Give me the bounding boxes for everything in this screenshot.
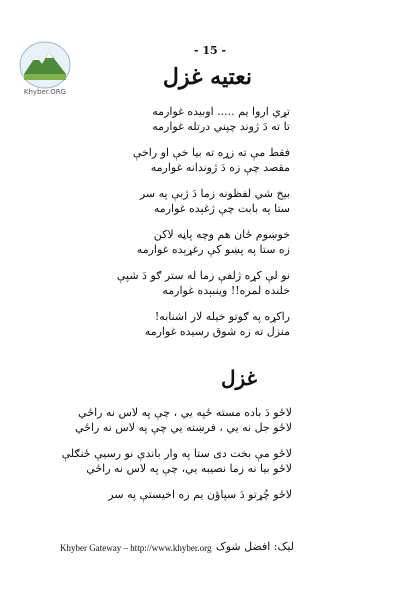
stanza	[32, 405, 292, 435]
verse-line: فقط مې ته زړه ته بيا خې او راخې	[132, 146, 290, 159]
verse-line: لاځو دَ باده مسته ځپه يي ، چې په لاس نه راځي	[78, 406, 292, 419]
verse-line: مقصد چې زه دَ ژوندانه غوارمه	[150, 161, 290, 174]
stanza	[30, 227, 290, 257]
stanza	[32, 487, 292, 502]
stanza	[30, 145, 290, 175]
verse-line: بيخ شي لفظونه زما دَ ژبې په سر	[139, 187, 290, 200]
verse-line: راکړه په ګوتو خيله لار اشنابه!	[154, 310, 290, 323]
page-title: نعتیه غزل	[162, 64, 252, 90]
verse-line: تړي اروا يم ..... اوبيده غوارمه	[152, 105, 290, 118]
page-number: - 15 -	[193, 44, 227, 57]
verse-line: زه ستا په پښو کې رغړېده غوارمه	[136, 243, 290, 256]
ghazal-stanzas	[32, 405, 292, 513]
verse-line: لاځو جل نه يي ، فرښته يي چې په لاس نه راځي	[74, 421, 292, 434]
verse-line: نو لې کړه ژلفې زما له ستر ګو دَ شپې	[116, 269, 290, 282]
stanza	[30, 309, 290, 339]
verse-line: ستا په بابت چې ژغېده غوارمه	[153, 202, 290, 215]
verse-line: خلنده لمره!! وينبېده غوارمه	[162, 284, 290, 297]
verse-line: لاځو چُړتو دَ سپاؤن يم زه اخيستې په سر	[108, 488, 292, 501]
stanza	[30, 186, 290, 216]
poem-stanzas	[30, 104, 290, 350]
footer-source-link[interactable]: Khyber Gateway – http://www.khyber.org	[60, 543, 212, 553]
verse-line: لاځو بيا نه زما نصيبه يي، چې په لاس نه راځي	[86, 462, 292, 475]
verse-line: منزل ته زه شوق رسيده غوارمه	[144, 325, 290, 338]
logo-text: Khyber.ORG	[23, 88, 67, 96]
verse-line: لاځو مې بخت دی ستا په وار باندې نو رسيې ځنګلې	[61, 447, 292, 460]
stanza	[30, 268, 290, 298]
section-title: غزل	[220, 366, 257, 390]
verse-line: خوښوم ځان هم وچه پاڼه لاکن	[153, 228, 290, 241]
stanza	[32, 446, 292, 476]
stanza	[30, 104, 290, 134]
verse-line: تا ته دَ ژوند چپني درتله غوارمه	[152, 120, 290, 133]
footer-author: ليک: افضل شوک	[215, 540, 294, 553]
